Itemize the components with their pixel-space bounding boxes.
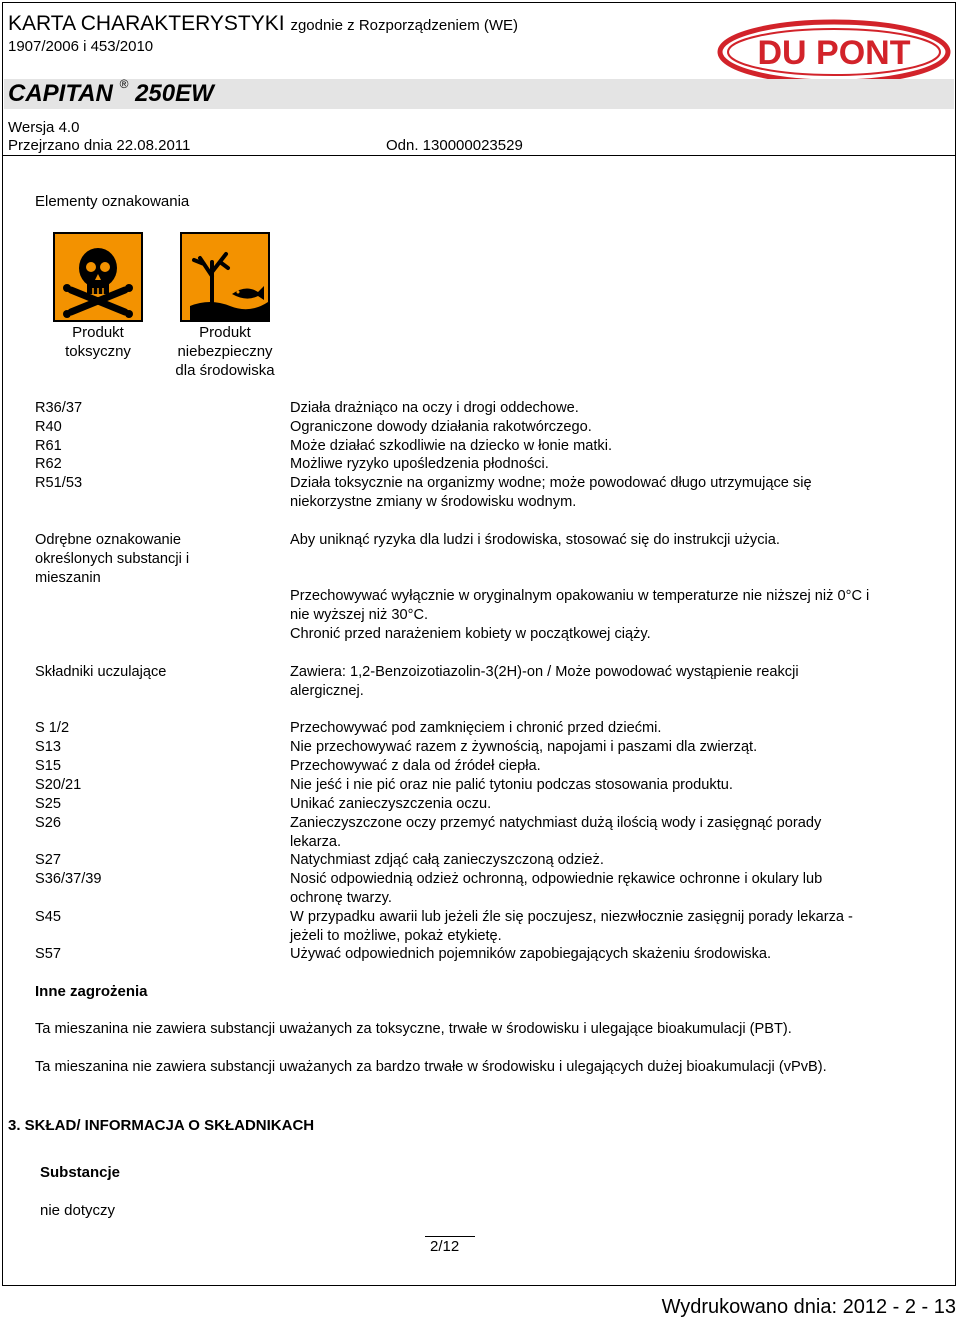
s-code-s20-21: S20/21 <box>35 777 82 793</box>
reference-number: Odn. 130000023529 <box>386 137 523 154</box>
printed-date: Wydrukowano dnia: 2012 - 2 - 13 <box>661 1296 956 1318</box>
s-phrase: Nie przechowywać razem z żywnością, napojami i paszami dla zwierząt. <box>290 739 758 755</box>
s-code-s27: S27 <box>35 852 61 868</box>
regulation-reference: 1907/2006 i 453/2010 <box>8 38 154 55</box>
s-code-s25: S25 <box>35 796 61 812</box>
revision-date: Przejrzano dnia 22.08.2011 <box>8 137 191 154</box>
s-code-s1-2: S 1/2 <box>35 720 70 736</box>
pictogram-label-toxic: Produkt toksyczny <box>65 324 131 360</box>
section-3-title: 3. SKŁAD/ INFORMACJA O SKŁADNIKACH <box>8 1117 315 1134</box>
special-labeling-text-3: Chronić przed narażeniem kobiety w początkowej ciąży. <box>290 626 651 642</box>
product-name: CAPITAN ® 250EW <box>8 77 214 107</box>
s-code-s36-37-39: S36/37/39 <box>35 871 102 887</box>
other-hazards-vpvb: Ta mieszanina nie zawiera substancji uważanych za bardzo trwałe w środowisku i ulegających dużej bioakumulacji (vPvB). <box>35 1059 827 1075</box>
s-phrase: Używać odpowiednich pojemników zapobiegających skażeniu środowiska. <box>290 946 772 962</box>
r-phrase: Działa drażniąco na oczy i drogi oddechowe. <box>290 400 579 416</box>
r-phrase-list <box>290 399 870 512</box>
s-code-s57: S57 <box>35 946 61 962</box>
page-number-rule <box>425 1236 475 1237</box>
special-labeling-text-2: Przechowywać wyłącznie w oryginalnym opakowaniu w temperaturze nie niższej niż 0°C i nie wyższej niż 30°C. <box>290 588 870 623</box>
logo-text: DU PONT <box>757 34 911 72</box>
substances-text: nie dotyczy <box>40 1202 116 1219</box>
skull-crossbones-icon <box>53 232 143 322</box>
s-phrase: Nie jeść i nie pić oraz nie palić tytoniu podczas stosowania produktu. <box>290 777 733 793</box>
r-phrase: Ograniczone dowody działania rakotwórczego. <box>290 418 592 435</box>
section-title-labeling: Elementy oznakowania <box>35 193 190 210</box>
version: Wersja 4.0 <box>8 119 80 136</box>
page-number: 2/12 <box>430 1238 460 1255</box>
s-code-s26: S26 <box>35 815 61 831</box>
s-code-s15: S15 <box>35 758 61 774</box>
sensitizers-text: Zawiera: 1,2-Benzoizotiazolin-3(2H)-on / Może powodować wystąpienie reakcji alergicznej. <box>290 664 799 699</box>
header-separator <box>3 155 955 156</box>
r-code: R61 <box>35 437 62 454</box>
r-code: R36/37 <box>35 400 83 416</box>
r-phrase: Może działać szkodliwie na dziecko w łonie matki. <box>290 437 613 454</box>
other-hazards-title: Inne zagrożenia <box>35 983 148 1000</box>
s-phrase: Zanieczyszczone oczy przemyć natychmiast dużą ilością wody i zasięgnąć porady lekarza. <box>290 815 822 850</box>
s-phrase: Nosić odpowiednią odzież ochronną, odpowiednie rękawice ochronne i okulary lub ochronę twarzy. <box>290 871 823 906</box>
s-phrase: Przechowywać z dala od źródeł ciepła. <box>290 758 541 774</box>
r-phrase: Działa toksycznie na organizmy wodne; może powodować długo utrzymujące się niekorzystne zmiany w środowisku wodnym. <box>290 475 812 510</box>
special-labeling-text-1: Aby uniknąć ryzyka dla ludzi i środowiska, stosować się do instrukcji użycia. <box>290 532 780 548</box>
other-hazards-pbt: Ta mieszanina nie zawiera substancji uważanych za toksyczne, trwałe w środowisku i ulegające bioakumulacji (PBT). <box>35 1021 792 1037</box>
r-phrase: Możliwe ryzyko upośledzenia płodności. <box>290 456 549 473</box>
s-code-s45: S45 <box>35 909 61 925</box>
pictogram-label-environment: Produkt niebezpieczny dla środowiska <box>175 324 275 379</box>
s-phrase: Unikać zanieczyszczenia oczu. <box>290 796 492 812</box>
s-phrase: Przechowywać pod zamknięciem i chronić przed dziećmi. <box>290 720 662 736</box>
r-code: R62 <box>35 456 62 473</box>
substances-heading: Substancje <box>40 1164 121 1181</box>
r-code: R40 <box>35 418 62 435</box>
sensitizers-label: Składniki uczulające <box>35 664 167 680</box>
special-labeling-label: Odrębne oznakowanie określonych substancji i mieszanin <box>35 532 190 586</box>
s-phrase: W przypadku awarii lub jeżeli źle się poczujesz, niezwłocznie zasięgnij porady lekarza - jeżeli to możliwe, pokaż etykietę. <box>290 909 853 944</box>
document-title: KARTA CHARAKTERYSTYKI zgodnie z Rozporządzeniem (WE) <box>8 12 519 35</box>
r-code: R51/53 <box>35 475 83 492</box>
r-code-list <box>35 399 82 493</box>
dead-tree-fish-icon <box>180 232 270 322</box>
dupont-logo <box>716 18 952 86</box>
s-phrase: Natychmiast zdjąć całą zanieczyszczoną odzież. <box>290 852 604 868</box>
s-code-s13: S13 <box>35 739 61 755</box>
